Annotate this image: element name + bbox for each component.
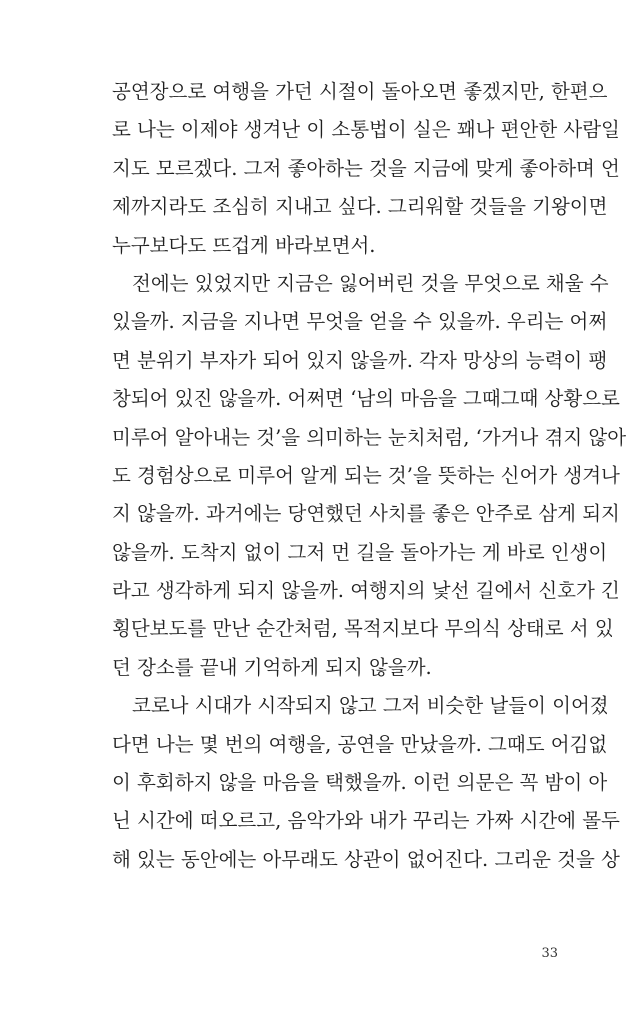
body-text bbox=[112, 73, 627, 879]
text-line: 누구보다도 뜨겁게 바라보면서. bbox=[112, 233, 376, 257]
text-line: 라고 생각하게 되지 않을까. 여행지의 낯선 길에서 신호가 긴 bbox=[112, 579, 620, 603]
text-line: 이 후회하지 않을 마음을 택했을까. 이런 의문은 꼭 밤이 아 bbox=[112, 771, 608, 795]
text-line: 지 않을까. 과거에는 당연했던 사치를 좋은 안주로 삼게 되지 bbox=[112, 502, 620, 526]
page-number: 33 bbox=[541, 946, 558, 961]
text-line: 해 있는 동안에는 아무래도 상관이 없어진다. 그리운 것을 상 bbox=[112, 847, 620, 871]
text-line: 공연장으로 여행을 가던 시절이 돌아오면 좋겠지만, 한편으 bbox=[112, 80, 608, 103]
text-line: 던 장소를 끝내 기억하게 되지 않을까. bbox=[112, 655, 432, 679]
text-line: 횡단보도를 만난 순간처럼, 목적지보다 무의식 상태로 서 있 bbox=[112, 617, 614, 641]
text-line: 창되어 있진 않을까. 어쩌면 ‘남의 마음을 그때그때 상황으로 bbox=[112, 387, 620, 411]
text-line: 면 분위기 부자가 되어 있지 않을까. 각자 망상의 능력이 팽 bbox=[112, 348, 608, 372]
text-line: 않을까. 도착지 없이 그저 먼 길을 돌아가는 게 바로 인생이 bbox=[112, 540, 608, 564]
text-line: 지도 모르겠다. 그저 좋아하는 것을 지금에 맞게 좋아하며 언 bbox=[112, 156, 620, 180]
text-line: 닌 시간에 떠오르고, 음악가와 내가 꾸리는 가짜 시간에 몰두 bbox=[112, 809, 620, 833]
text-line: 로 나는 이제야 생겨난 이 소통법이 실은 꽤나 편안한 사람일 bbox=[112, 118, 620, 142]
text-line: 제까지라도 조심히 지내고 싶다. 그리워할 것들을 기왕이면 bbox=[112, 195, 608, 219]
text-line: 도 경험상으로 미루어 알게 되는 것’을 뜻하는 신어가 생겨나 bbox=[112, 463, 620, 487]
paragraph-start-line: 전에는 있었지만 지금은 잃어버린 것을 무엇으로 채울 수 bbox=[132, 271, 609, 295]
text-line: 있을까. 지금을 지나면 무엇을 얻을 수 있을까. 우리는 어쩌 bbox=[112, 310, 608, 334]
text-line: 다면 나는 몇 번의 여행을, 공연을 만났을까. 그때도 어김없 bbox=[112, 732, 608, 756]
text-line: 미루어 알아내는 것’을 의미하는 눈치처럼, ‘가거나 겪지 않아 bbox=[112, 425, 627, 449]
paragraph-start-line: 코로나 시대가 시작되지 않고 그저 비슷한 날들이 이어졌 bbox=[132, 694, 609, 718]
